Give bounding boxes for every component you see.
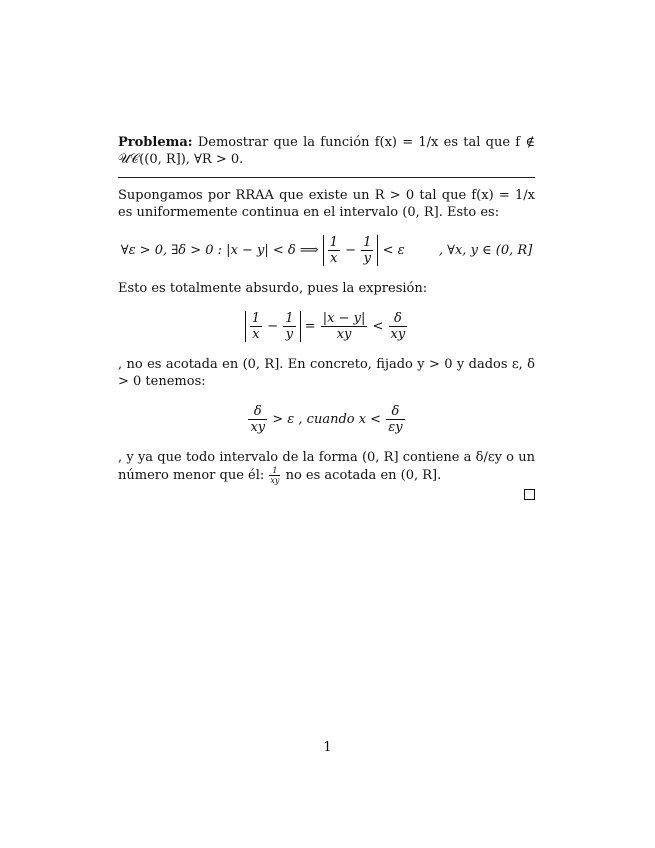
solution-paragraph-3: , no es acotada en (0, R]. En concreto, fijado y > 0 y dados ε, δ > 0 tenemos:: [118, 357, 535, 389]
minus-sign: −: [267, 319, 279, 334]
frac-num: 1: [363, 235, 372, 250]
separator-rule: [118, 177, 535, 178]
problem-label: Problema:: [118, 135, 193, 150]
minus-sign: −: [345, 243, 356, 258]
frac-num: δ: [389, 311, 408, 327]
frac-1-over-y: [283, 311, 295, 342]
p4-tail: no es acotada en (0, R].: [285, 468, 442, 483]
equation-uniform-continuity: [118, 235, 535, 266]
frac-num: |x − y|: [322, 311, 366, 326]
frac-den: x: [252, 327, 260, 342]
equation-expression: [118, 311, 535, 342]
frac-den: xy: [336, 327, 352, 342]
frac-den: xy: [250, 420, 266, 435]
equation-condition: [118, 404, 535, 435]
frac-den: xy: [270, 476, 280, 485]
frac-num: 1: [251, 311, 261, 326]
frac-den: y: [363, 251, 371, 266]
frac-num: 1: [285, 311, 294, 326]
frac-den: εy: [388, 420, 403, 435]
problem-text: Demostrar que la función f(x) = 1/x es tal que f ∉ 𝒰𝒞((0, R]), ∀R > 0.: [118, 135, 535, 167]
frac-delta-over-xy: [248, 404, 267, 435]
solution-paragraph-2: Esto es totalmente absurdo, pues la expresión:: [118, 281, 428, 296]
eq3-mid: > ε , cuando x <: [272, 412, 382, 427]
frac-absdiff-over-xy: [321, 311, 368, 342]
frac-den: xy: [390, 327, 406, 342]
frac-num: δ: [248, 404, 267, 420]
frac-delta-over-epsy: [386, 404, 404, 435]
problem-statement: [118, 134, 535, 168]
frac-1-over-x: [328, 235, 340, 266]
frac-1-over-xy-inline: [269, 466, 280, 485]
eq1-left: ∀ε > 0, ∃δ > 0 : |x − y| < δ ⟹: [120, 243, 319, 258]
page-number: 1: [323, 740, 332, 755]
p4-text: , y ya que todo intervalo de la forma (0, R] contiene a δ/εy o un número menor que él:: [118, 450, 535, 483]
frac-1-over-y: [361, 235, 373, 266]
frac-den: x: [330, 251, 338, 266]
less-than-sign: <: [372, 319, 384, 334]
solution-paragraph-1: Supongamos por RRAA que existe un R > 0 tal que f(x) = 1/x es uniformemente continua en el intervalo (0, R]. Esto es:: [118, 188, 535, 220]
eq1-mid: < ε: [382, 243, 405, 258]
frac-den: y: [285, 327, 294, 342]
frac-num: 1: [329, 235, 338, 250]
document-body: [118, 134, 535, 500]
eq1-abs: [323, 235, 379, 266]
eq1-right: , ∀x, y ∈ (0, R]: [438, 243, 533, 258]
frac-num: 1: [269, 466, 280, 476]
frac-1-over-x: [250, 311, 262, 342]
equals-sign: =: [304, 319, 316, 334]
eq2-abs: [245, 311, 301, 342]
solution-paragraph-4: [118, 449, 535, 485]
frac-num: δ: [386, 404, 404, 420]
qed-square-icon: [524, 489, 535, 500]
frac-delta-over-xy: [389, 311, 408, 342]
